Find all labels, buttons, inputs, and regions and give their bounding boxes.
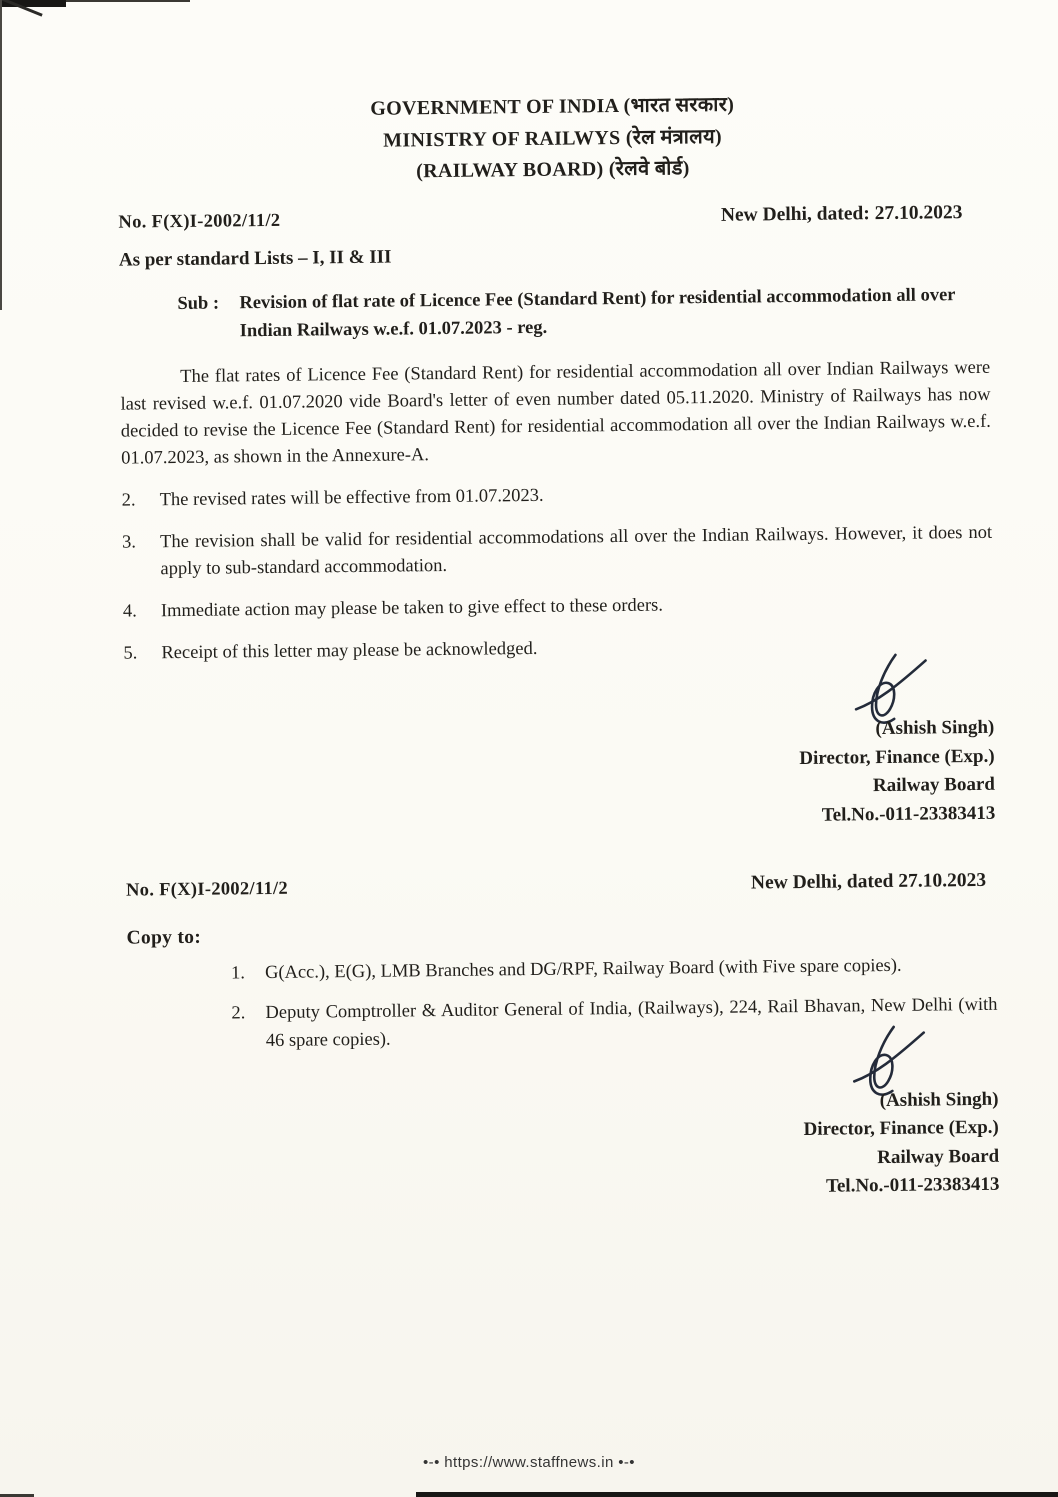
- signatory-telephone: Tel.No.-011-23383413: [825, 1173, 1000, 1197]
- reference-row-top: [118, 202, 988, 234]
- point-number: 4.: [122, 601, 137, 622]
- letter-number: No. F(X)I-2002/11/2: [125, 879, 289, 901]
- signatory-title: Director, Finance (Exp.): [803, 1116, 999, 1140]
- signatory-title: Director, Finance (Exp.): [799, 745, 995, 769]
- reference-row-bottom: [126, 870, 996, 902]
- point-text: Immediate action may please be taken to give effect to these orders.: [160, 595, 664, 622]
- scan-artifact-bottom: [416, 1492, 1058, 1497]
- signatory-name: (Ashish Singh): [879, 1088, 999, 1111]
- letter-date: New Delhi, dated: 27.10.2023: [720, 201, 963, 226]
- body-paragraph-1: The flat rates of Licence Fee (Standard Rent) for residential accommodation all over Indian Railways were last revised w.e.f. 01.07.2020 vide Board's letter of even number dated 05.11.2020. Ministry of Railways has now decided to revise the Licence Fee (Standard Rent) for residential accommodation all over the Indian Railways w.e.f. 01.07.2023, as shown in the Annexure-A.: [120, 358, 991, 469]
- letterhead-government: GOVERNMENT OF INDIA (भारत सरकार): [370, 93, 735, 120]
- body-point-4: [123, 589, 993, 626]
- copy-item-number: 1.: [230, 963, 246, 984]
- distribution-note: As per standard Lists – I, II & III: [118, 246, 392, 271]
- letter-date: New Delhi, dated 27.10.2023: [750, 870, 987, 894]
- copy-to-item-1: [231, 952, 997, 988]
- signatory-org: Railway Board: [872, 774, 996, 797]
- letter-number: No. F(X)I-2002/11/2: [118, 210, 281, 233]
- body-point-3: [122, 520, 993, 584]
- letterhead: [117, 87, 988, 192]
- signatory-name: (Ashish Singh): [875, 717, 995, 740]
- signature-block-1: [123, 646, 995, 838]
- subject-text: Revision of flat rate of Licence Fee (Standard Rent) for residential accommodation all over Indian Railways w.e.f. 01.07.2023 - reg.: [239, 284, 956, 341]
- copy-item-number: 2.: [231, 1003, 246, 1024]
- point-text: The revision shall be valid for residential accommodations all over the Indian Railways. However, it does not apply to sub-standard accommodation.: [160, 523, 993, 580]
- signatory-telephone: Tel.No.-011-23383413: [821, 802, 996, 826]
- point-number: 3.: [122, 532, 137, 553]
- point-text: Receipt of this letter may please be acknowledged.: [161, 639, 538, 664]
- body-point-2: [122, 478, 992, 515]
- letterhead-ministry: MINISTRY OF RAILWYS (रेल मंत्रालय): [383, 125, 723, 152]
- point-text: The revised rates will be effective from 01.07.2023.: [159, 486, 544, 511]
- subject-label: Sub :: [177, 293, 220, 314]
- subject-line: [177, 282, 990, 347]
- point-number: 5.: [123, 643, 138, 664]
- copy-item-text: G(Acc.), E(G), LMB Branches and DG/RPF, Railway Board (with Five spare copies).: [264, 956, 902, 984]
- watermark-url: •-• https://www.staffnews.in •-•: [423, 1454, 635, 1471]
- copy-item-text: Deputy Comptroller & Auditor General of India, (Railways), 224, Rail Bhavan, New Delhi (with 46 spare copies).: [265, 994, 998, 1051]
- signatory-org: Railway Board: [877, 1145, 1000, 1168]
- point-number: 2.: [121, 490, 136, 511]
- copy-to-label: Copy to:: [126, 927, 202, 949]
- letterhead-railway-board: (RAILWAY BOARD) (रेलवे बोर्ड): [416, 157, 690, 183]
